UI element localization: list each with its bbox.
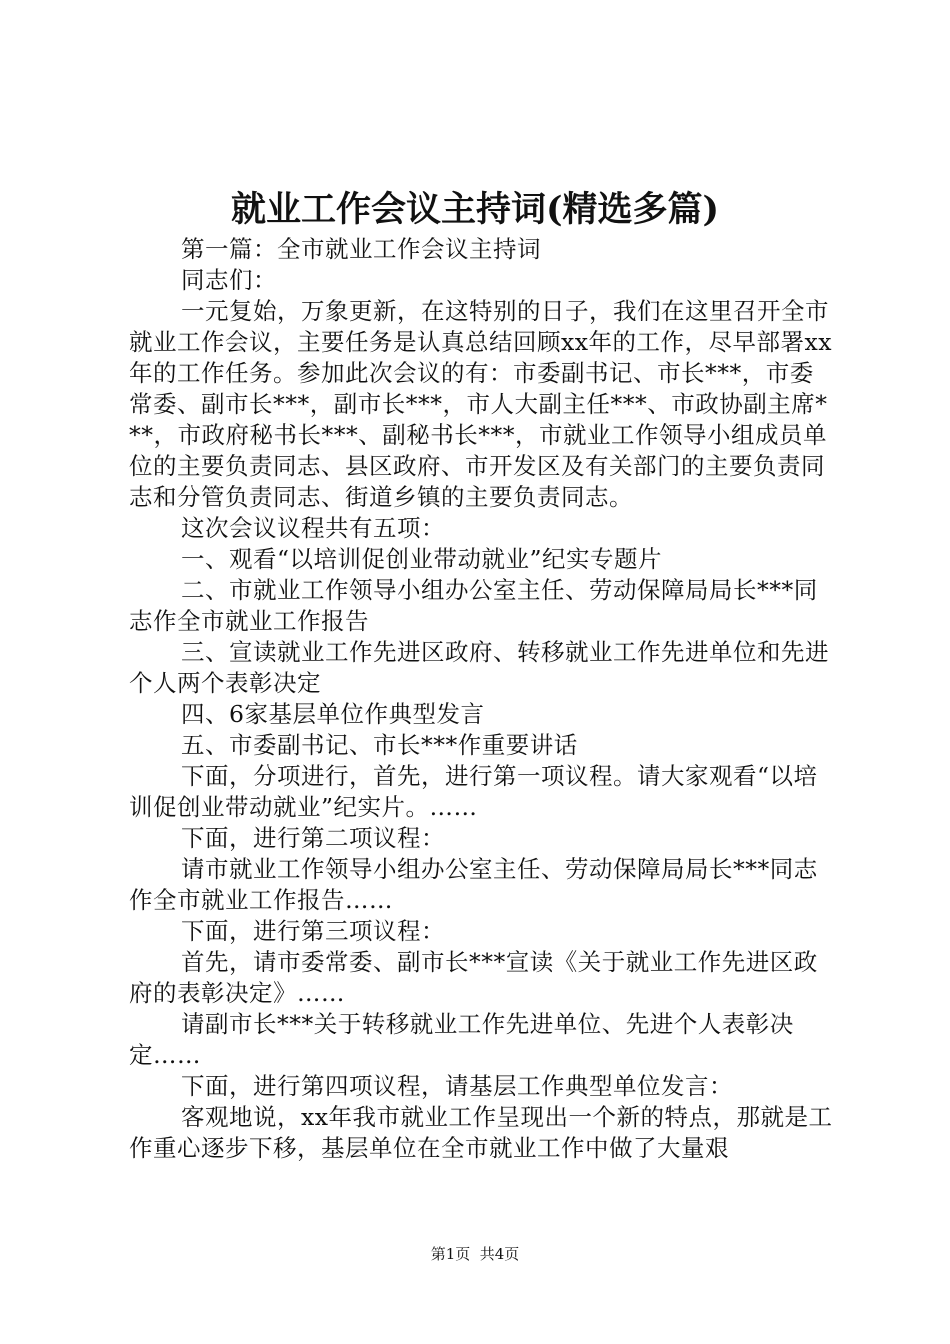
- agenda-item: 五、市委副书记、市长***作重要讲话: [181, 731, 578, 759]
- document-body: [129, 234, 835, 1164]
- agenda-item: 一、观看“以培训促创业带动就业”纪实专题片: [181, 545, 663, 573]
- body-paragraph: 下面，进行第四项议程，请基层工作典型单位发言：: [181, 1072, 733, 1100]
- body-paragraph: 客观地说，xx年我市就业工作呈现出一个新的特点，那就是工作重心逐步下移，基层单位在全市就业工作中做了大量艰: [129, 1103, 833, 1162]
- salutation: 同志们：: [181, 266, 277, 294]
- body-paragraph: 下面，进行第二项议程：: [181, 824, 445, 852]
- section-heading: 第一篇：全市就业工作会议主持词: [181, 235, 541, 263]
- agenda-item: 二、市就业工作领导小组办公室主任、劳动保障局局长***同志作全市就业工作报告: [129, 576, 818, 635]
- body-paragraph: 首先，请市委常委、副市长***宣读《关于就业工作先进区政府的表彰决定》……: [129, 948, 818, 1007]
- body-paragraph: 下面，进行第三项议程：: [181, 917, 445, 945]
- agenda-item: 三、宣读就业工作先进区政府、转移就业工作先进单位和先进个人两个表彰决定: [129, 638, 829, 697]
- body-paragraph: 这次会议议程共有五项：: [181, 514, 445, 542]
- document-title: 就业工作会议主持词(精选多篇): [230, 189, 720, 230]
- body-paragraph: 请市就业工作领导小组办公室主任、劳动保障局局长***同志作全市就业工作报告……: [129, 855, 818, 914]
- body-paragraph: 请副市长***关于转移就业工作先进单位、先进个人表彰决定……: [129, 1010, 794, 1069]
- body-paragraph: 一元复始，万象更新，在这特别的日子，我们在这里召开全市就业工作会议，主要任务是认真总结回顾xx年的工作，尽早部署xx年的工作任务。参加此次会议的有：市委副书记、市长***，市委常委、副市长***，副市长***，市人大副主任***、市政协副主席***，市政府秘书长***、副秘书长***，市就业工作领导小组成员单位的主要负责同志、县区政府、市开发区及有关部门的主要负责同志和分管负责同志、街道乡镇的主要负责同志。: [129, 297, 833, 511]
- page-number: 第1页 共4页: [430, 1245, 520, 1263]
- agenda-item: 四、6家基层单位作典型发言: [181, 700, 485, 728]
- body-paragraph: 下面，分项进行，首先，进行第一项议程。请大家观看“以培训促创业带动就业”纪实片。……: [129, 762, 818, 821]
